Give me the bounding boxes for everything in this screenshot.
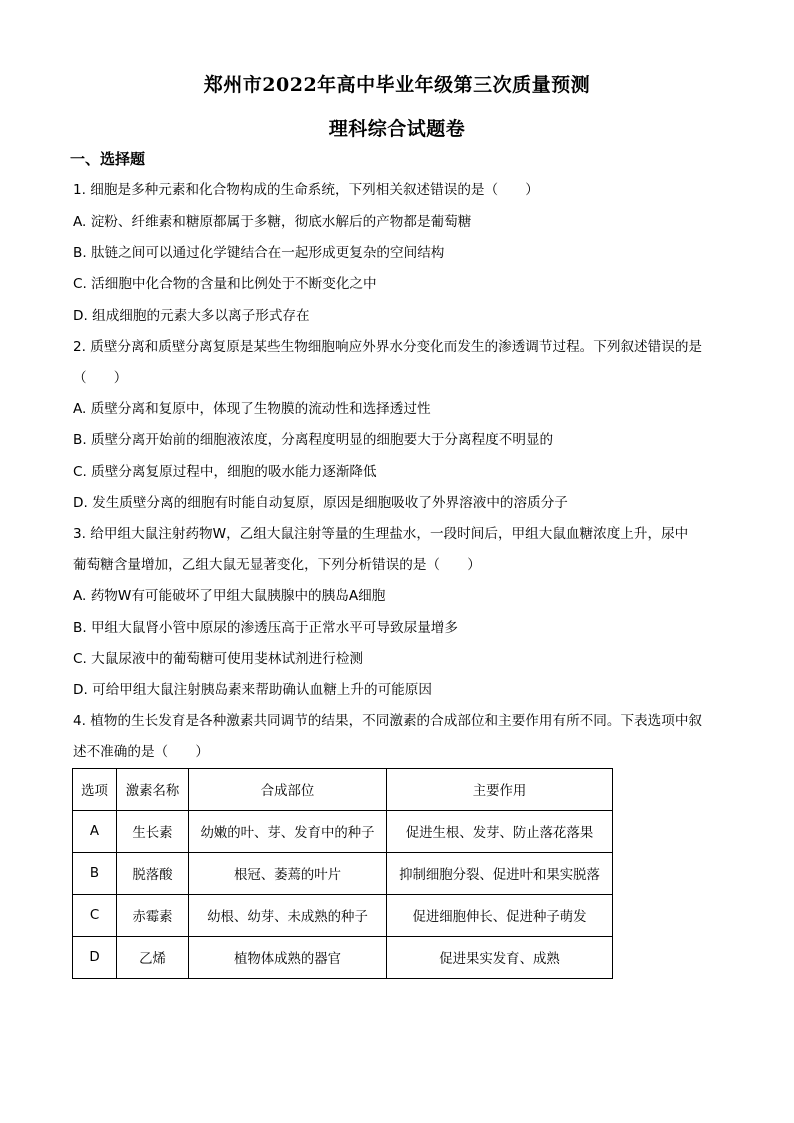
hormone-table — [72, 768, 613, 979]
exam-subtitle: 理科综合试题卷 — [328, 118, 466, 140]
question-4-stem: 4. 植物的生长发育是各种激素共同调节的结果，不同激素的合成部位和主要作用有所不同。下表选项中叙 — [73, 713, 703, 729]
table-row — [73, 937, 613, 979]
table-cell: 赤霉素 — [117, 895, 189, 937]
question-1-option-d: D. 组成细胞的元素大多以离子形式存在 — [73, 308, 310, 324]
question-2-option-b: B. 质壁分离开始前的细胞液浓度，分离程度明显的细胞要大于分离程度不明显的 — [73, 432, 554, 448]
table-cell: 根冠、萎蔫的叶片 — [189, 853, 387, 895]
table-header-row — [73, 769, 613, 811]
question-2-option-d: D. 发生质壁分离的细胞有时能自动复原，原因是细胞吸收了外界溶液中的溶质分子 — [73, 495, 568, 511]
question-3-option-a: A. 药物W有可能破坏了甲组大鼠胰腺中的胰岛A细胞 — [73, 588, 386, 604]
table-header: 激素名称 — [117, 769, 189, 811]
table-row — [73, 853, 613, 895]
section-heading: 一、选择题 — [70, 150, 146, 168]
question-2-option-a: A. 质壁分离和复原中，体现了生物膜的流动性和选择透过性 — [73, 401, 431, 417]
question-1-option-c: C. 活细胞中化合物的含量和比例处于不断变化之中 — [73, 276, 377, 292]
table-header: 主要作用 — [387, 769, 613, 811]
question-3-stem-cont: 葡萄糖含量增加，乙组大鼠无显著变化，下列分析错误的是（ ） — [73, 557, 481, 573]
table-cell: 植物体成熟的器官 — [189, 937, 387, 979]
question-3-option-d: D. 可给甲组大鼠注射胰岛素来帮助确认血糖上升的可能原因 — [73, 682, 432, 698]
question-3-stem: 3. 给甲组大鼠注射药物W，乙组大鼠注射等量的生理盐水，一段时间后，甲组大鼠血糖浓度上升，尿中 — [73, 526, 689, 542]
table-header: 选项 — [73, 769, 117, 811]
question-2-stem: 2. 质壁分离和质壁分离复原是某些生物细胞响应外界水分变化而发生的渗透调节过程。下列叙述错误的是 — [73, 339, 703, 355]
table-header: 合成部位 — [189, 769, 387, 811]
question-3-option-b: B. 甲组大鼠肾小管中原尿的渗透压高于正常水平可导致尿量增多 — [73, 620, 458, 636]
table-cell: 促进细胞伸长、促进种子萌发 — [387, 895, 613, 937]
table-cell: B — [73, 853, 117, 895]
question-2-stem-cont: （ ） — [73, 370, 128, 386]
question-1-option-a: A. 淀粉、纤维素和糖原都属于多糖，彻底水解后的产物都是葡萄糖 — [73, 214, 472, 230]
table-cell: C — [73, 895, 117, 937]
question-4-stem-cont: 述不准确的是（ ） — [73, 744, 209, 760]
question-1-stem: 1. 细胞是多种元素和化合物构成的生命系统，下列相关叙述错误的是（ ） — [73, 182, 539, 198]
table-cell: 幼嫩的叶、芽、发育中的种子 — [189, 811, 387, 853]
question-3-option-c: C. 大鼠尿液中的葡萄糖可使用斐林试剂进行检测 — [73, 651, 364, 667]
table-cell: 生长素 — [117, 811, 189, 853]
table-cell: A — [73, 811, 117, 853]
table-row — [73, 811, 613, 853]
table-cell: 抑制细胞分裂、促进叶和果实脱落 — [387, 853, 613, 895]
exam-title: 郑州市2022年高中毕业年级第三次质量预测 — [203, 74, 591, 96]
table-cell: 促进生根、发芽、防止落花落果 — [387, 811, 613, 853]
table-cell: 乙烯 — [117, 937, 189, 979]
table-row — [73, 895, 613, 937]
table-cell: D — [73, 937, 117, 979]
question-2-option-c: C. 质壁分离复原过程中，细胞的吸水能力逐渐降低 — [73, 464, 377, 480]
table-cell: 脱落酸 — [117, 853, 189, 895]
question-1-option-b: B. 肽链之间可以通过化学键结合在一起形成更复杂的空间结构 — [73, 245, 445, 261]
table-cell: 促进果实发育、成熟 — [387, 937, 613, 979]
table-cell: 幼根、幼芽、未成熟的种子 — [189, 895, 387, 937]
